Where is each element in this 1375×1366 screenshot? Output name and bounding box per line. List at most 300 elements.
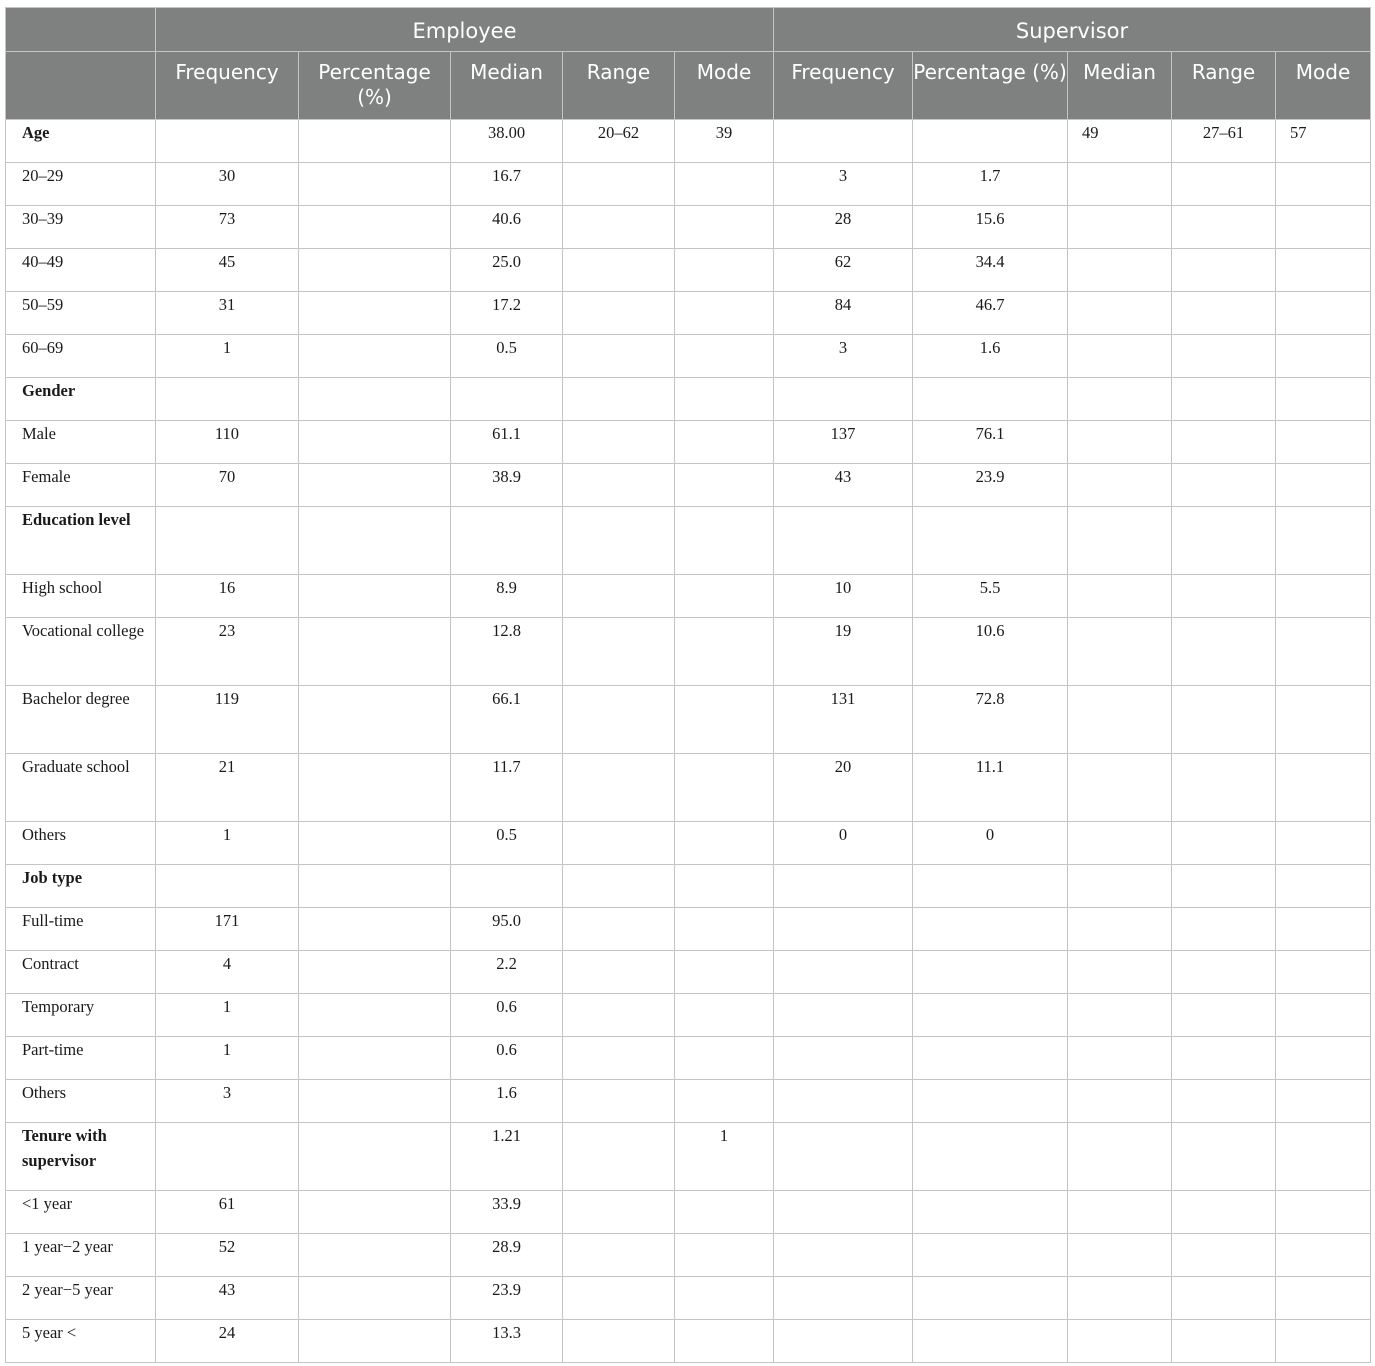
table-cell: [1172, 1234, 1276, 1277]
table-cell: [1172, 1123, 1276, 1191]
row-label: Female: [6, 464, 156, 507]
table-cell: [563, 163, 675, 206]
table-cell: [299, 865, 451, 908]
row-section-label: Education level: [6, 507, 156, 575]
table-cell: [675, 822, 774, 865]
table-cell: 33.9: [451, 1191, 563, 1234]
table-cell: [1276, 507, 1371, 575]
table-cell: [1172, 1037, 1276, 1080]
table-cell: 119: [156, 686, 299, 754]
table-cell: [675, 1234, 774, 1277]
table-cell: 11.1: [913, 754, 1068, 822]
table-cell: 8.9: [451, 575, 563, 618]
table-cell: [563, 1191, 675, 1234]
table-cell: [913, 951, 1068, 994]
table-cell: [913, 378, 1068, 421]
table-row: [6, 1320, 1371, 1363]
table-cell: [1068, 575, 1172, 618]
table-cell: [299, 1123, 451, 1191]
table-row: [6, 378, 1371, 421]
table-row: [6, 994, 1371, 1037]
table-cell: 0.6: [451, 1037, 563, 1080]
table-cell: 5.5: [913, 575, 1068, 618]
table-cell: [1172, 464, 1276, 507]
table-cell: [774, 378, 913, 421]
table-cell: [675, 1320, 774, 1363]
table-cell: 66.1: [451, 686, 563, 754]
header-group-row: [6, 8, 1371, 52]
table-cell: [675, 994, 774, 1037]
table-cell: [1068, 421, 1172, 464]
table-row: [6, 1123, 1371, 1191]
table-cell: [1276, 618, 1371, 686]
table-cell: [913, 865, 1068, 908]
table-cell: 2.2: [451, 951, 563, 994]
row-label: Vocational college: [6, 618, 156, 686]
table-cell: 19: [774, 618, 913, 686]
table-cell: [1276, 754, 1371, 822]
table-cell: [1276, 1080, 1371, 1123]
table-cell: [675, 249, 774, 292]
table-cell: [299, 908, 451, 951]
header-supervisor-mode: Mode: [1276, 52, 1371, 120]
table-cell: [563, 865, 675, 908]
table-cell: [1276, 292, 1371, 335]
table-cell: 110: [156, 421, 299, 464]
row-label: Full-time: [6, 908, 156, 951]
table-cell: [675, 464, 774, 507]
header-corner-cell: [6, 8, 156, 52]
table-cell: 12.8: [451, 618, 563, 686]
table-cell: [299, 1080, 451, 1123]
table-cell: 25.0: [451, 249, 563, 292]
row-section-label: Age: [6, 120, 156, 163]
table-cell: [774, 1191, 913, 1234]
table-cell: 84: [774, 292, 913, 335]
table-cell: 23.9: [451, 1277, 563, 1320]
table-row: [6, 822, 1371, 865]
table-cell: [1276, 865, 1371, 908]
table-cell: [675, 908, 774, 951]
header-supervisor-median: Median: [1068, 52, 1172, 120]
table-cell: [1068, 507, 1172, 575]
table-cell: [1068, 335, 1172, 378]
table-cell: [1276, 249, 1371, 292]
table-cell: [1276, 1320, 1371, 1363]
table-cell: [299, 206, 451, 249]
table-cell: [1068, 686, 1172, 754]
table-cell: [913, 1234, 1068, 1277]
table-cell: [299, 421, 451, 464]
table-cell: [299, 951, 451, 994]
table-cell: 0.5: [451, 822, 563, 865]
table-cell: 17.2: [451, 292, 563, 335]
table-cell: [563, 1123, 675, 1191]
table-cell: [563, 1320, 675, 1363]
table-cell: 1: [156, 994, 299, 1037]
table-cell: [563, 206, 675, 249]
table-cell: [563, 575, 675, 618]
table-cell: [563, 1277, 675, 1320]
table-cell: [1172, 335, 1276, 378]
table-cell: [1068, 1277, 1172, 1320]
table-cell: [1068, 1191, 1172, 1234]
table-cell: [563, 618, 675, 686]
table-cell: [1068, 822, 1172, 865]
table-cell: [563, 1080, 675, 1123]
table-row: [6, 163, 1371, 206]
table-cell: 1.21: [451, 1123, 563, 1191]
table-cell: [1276, 335, 1371, 378]
table-cell: 38.00: [451, 120, 563, 163]
row-label: Temporary: [6, 994, 156, 1037]
table-cell: 1: [156, 822, 299, 865]
table-cell: [913, 1080, 1068, 1123]
table-cell: [774, 507, 913, 575]
table-cell: 131: [774, 686, 913, 754]
table-cell: [1172, 908, 1276, 951]
table-cell: 31: [156, 292, 299, 335]
table-cell: [913, 1277, 1068, 1320]
header-employee-mode: Mode: [675, 52, 774, 120]
table-cell: 45: [156, 249, 299, 292]
table-cell: [913, 1123, 1068, 1191]
table-cell: 72.8: [913, 686, 1068, 754]
table-row: [6, 908, 1371, 951]
table-cell: 61.1: [451, 421, 563, 464]
header-group-employee: Employee: [156, 8, 774, 52]
table-cell: 28.9: [451, 1234, 563, 1277]
table-row: [6, 292, 1371, 335]
table-row: [6, 335, 1371, 378]
table-cell: [913, 994, 1068, 1037]
table-cell: [774, 1037, 913, 1080]
row-label: Contract: [6, 951, 156, 994]
table-cell: [1276, 1037, 1371, 1080]
header-supervisor-frequency: Frequency: [774, 52, 913, 120]
table-cell: 4: [156, 951, 299, 994]
table-cell: [1172, 163, 1276, 206]
table-cell: [774, 120, 913, 163]
table-cell: [1172, 575, 1276, 618]
table-cell: [1276, 464, 1371, 507]
table-cell: 3: [774, 163, 913, 206]
table-cell: [1276, 163, 1371, 206]
table-cell: [451, 378, 563, 421]
table-cell: [675, 754, 774, 822]
table-row: [6, 1277, 1371, 1320]
table-cell: [1172, 378, 1276, 421]
table-cell: 3: [774, 335, 913, 378]
table-row: [6, 1080, 1371, 1123]
table-cell: 171: [156, 908, 299, 951]
table-cell: [774, 1123, 913, 1191]
table-cell: 70: [156, 464, 299, 507]
table-cell: [1068, 1123, 1172, 1191]
table-cell: [563, 908, 675, 951]
header-employee-frequency: Frequency: [156, 52, 299, 120]
table-cell: [1172, 865, 1276, 908]
table-cell: [1068, 618, 1172, 686]
table-cell: [675, 335, 774, 378]
table-cell: [299, 249, 451, 292]
table-cell: [675, 507, 774, 575]
table-body: [6, 120, 1371, 1363]
table-cell: [1172, 292, 1276, 335]
table-cell: 16: [156, 575, 299, 618]
table-cell: 24: [156, 1320, 299, 1363]
table-cell: 40.6: [451, 206, 563, 249]
row-label: Others: [6, 1080, 156, 1123]
table-cell: 20–62: [563, 120, 675, 163]
table-cell: 11.7: [451, 754, 563, 822]
row-label: 40–49: [6, 249, 156, 292]
header-supervisor-percentage: Percentage (%): [913, 52, 1068, 120]
table-cell: [299, 1320, 451, 1363]
table-cell: 28: [774, 206, 913, 249]
table-cell: [675, 292, 774, 335]
table-row: [6, 951, 1371, 994]
table-cell: 20: [774, 754, 913, 822]
table-cell: 1.6: [451, 1080, 563, 1123]
table-cell: [1276, 1191, 1371, 1234]
table-cell: 43: [774, 464, 913, 507]
table-cell: [563, 335, 675, 378]
table-cell: 137: [774, 421, 913, 464]
table-cell: 49: [1068, 120, 1172, 163]
row-label: Graduate school: [6, 754, 156, 822]
table-cell: 0: [913, 822, 1068, 865]
table-cell: [1172, 206, 1276, 249]
table-cell: [774, 951, 913, 994]
table-cell: [1068, 994, 1172, 1037]
table-cell: [675, 865, 774, 908]
table-cell: [156, 865, 299, 908]
table-cell: [156, 1123, 299, 1191]
table-cell: 61: [156, 1191, 299, 1234]
table-cell: [675, 1037, 774, 1080]
table-cell: [563, 1234, 675, 1277]
table-cell: [1068, 1037, 1172, 1080]
table-cell: [563, 686, 675, 754]
table-cell: [299, 1191, 451, 1234]
table-cell: 46.7: [913, 292, 1068, 335]
table-cell: [913, 507, 1068, 575]
header-group-supervisor: Supervisor: [774, 8, 1371, 52]
row-label: High school: [6, 575, 156, 618]
header-employee-median: Median: [451, 52, 563, 120]
table-cell: [774, 865, 913, 908]
table-cell: [563, 951, 675, 994]
row-label: Others: [6, 822, 156, 865]
table-cell: [1172, 1080, 1276, 1123]
table-cell: [563, 822, 675, 865]
table-cell: [675, 1080, 774, 1123]
table-row: [6, 421, 1371, 464]
row-label: 30–39: [6, 206, 156, 249]
table-cell: [299, 1037, 451, 1080]
table-cell: 16.7: [451, 163, 563, 206]
table-cell: [675, 378, 774, 421]
table-cell: [156, 507, 299, 575]
table-cell: [1172, 1191, 1276, 1234]
table-cell: [1172, 618, 1276, 686]
table-cell: [563, 292, 675, 335]
row-label: Part-time: [6, 1037, 156, 1080]
table-cell: [563, 421, 675, 464]
table-cell: [774, 1234, 913, 1277]
table-cell: [675, 421, 774, 464]
table-cell: 23.9: [913, 464, 1068, 507]
table-cell: [1172, 754, 1276, 822]
table-cell: [299, 822, 451, 865]
table-cell: [1172, 686, 1276, 754]
table-cell: [1276, 908, 1371, 951]
table-cell: [1172, 507, 1276, 575]
table-cell: [675, 686, 774, 754]
row-label: Bachelor degree: [6, 686, 156, 754]
table-cell: [1276, 206, 1371, 249]
table-cell: [1068, 249, 1172, 292]
table-cell: 57: [1276, 120, 1371, 163]
table-row: [6, 249, 1371, 292]
table-cell: [299, 618, 451, 686]
table-cell: [913, 1191, 1068, 1234]
table-cell: [1276, 575, 1371, 618]
table-cell: [299, 163, 451, 206]
table-cell: [1276, 1123, 1371, 1191]
table-cell: [299, 378, 451, 421]
table-cell: 0.6: [451, 994, 563, 1037]
row-label: 2 year−5 year: [6, 1277, 156, 1320]
table-cell: 95.0: [451, 908, 563, 951]
header-employee-range: Range: [563, 52, 675, 120]
table-cell: [299, 292, 451, 335]
table-cell: [299, 575, 451, 618]
table-cell: 10.6: [913, 618, 1068, 686]
table-cell: [299, 1234, 451, 1277]
row-label: Male: [6, 421, 156, 464]
table-cell: 0.5: [451, 335, 563, 378]
table-cell: [1276, 686, 1371, 754]
table-cell: [675, 206, 774, 249]
table-cell: [1276, 378, 1371, 421]
table-cell: [299, 335, 451, 378]
table-row: [6, 1191, 1371, 1234]
table-row: [6, 507, 1371, 575]
table-cell: 3: [156, 1080, 299, 1123]
table-cell: [774, 1320, 913, 1363]
table-cell: 38.9: [451, 464, 563, 507]
table-cell: 21: [156, 754, 299, 822]
row-section-label: Job type: [6, 865, 156, 908]
table-cell: [299, 507, 451, 575]
table-cell: 10: [774, 575, 913, 618]
table-cell: [675, 575, 774, 618]
table-cell: [1068, 865, 1172, 908]
table-cell: 13.3: [451, 1320, 563, 1363]
row-label: 60–69: [6, 335, 156, 378]
table-cell: [451, 865, 563, 908]
table-cell: [563, 507, 675, 575]
table-cell: 1.6: [913, 335, 1068, 378]
table-row: [6, 1234, 1371, 1277]
table-cell: [563, 378, 675, 421]
table-cell: [563, 464, 675, 507]
table-cell: [1068, 464, 1172, 507]
table-cell: [913, 1320, 1068, 1363]
table-cell: [1276, 822, 1371, 865]
table-cell: [299, 120, 451, 163]
table-cell: 1.7: [913, 163, 1068, 206]
table-cell: [1068, 1320, 1172, 1363]
table-cell: 30: [156, 163, 299, 206]
table-cell: [675, 1277, 774, 1320]
table-row: [6, 686, 1371, 754]
table-cell: [1068, 206, 1172, 249]
table-cell: 34.4: [913, 249, 1068, 292]
table-cell: 1: [156, 1037, 299, 1080]
row-section-label: Gender: [6, 378, 156, 421]
table-cell: [299, 1277, 451, 1320]
row-label: 5 year <: [6, 1320, 156, 1363]
table-cell: [563, 994, 675, 1037]
table-row: [6, 464, 1371, 507]
table-cell: [1276, 1277, 1371, 1320]
table-cell: [1172, 421, 1276, 464]
table-row: [6, 865, 1371, 908]
table-row: [6, 618, 1371, 686]
table-cell: 52: [156, 1234, 299, 1277]
header-column-row: [6, 52, 1371, 120]
table-cell: 0: [774, 822, 913, 865]
table-cell: [563, 754, 675, 822]
table-row: [6, 754, 1371, 822]
table-cell: [299, 464, 451, 507]
table-cell: [1068, 378, 1172, 421]
row-label: 1 year−2 year: [6, 1234, 156, 1277]
table-cell: [675, 1191, 774, 1234]
table-cell: 62: [774, 249, 913, 292]
demographics-table: [5, 7, 1371, 1363]
table-cell: [1068, 951, 1172, 994]
table-cell: [1068, 163, 1172, 206]
table-cell: [675, 163, 774, 206]
table-cell: [1068, 1234, 1172, 1277]
table-cell: 1: [156, 335, 299, 378]
table-cell: [563, 249, 675, 292]
table-cell: [774, 1080, 913, 1123]
table-cell: [299, 994, 451, 1037]
table-cell: 73: [156, 206, 299, 249]
row-label: 20–29: [6, 163, 156, 206]
table-row: [6, 120, 1371, 163]
table-cell: [675, 618, 774, 686]
table-cell: [913, 908, 1068, 951]
row-label: <1 year: [6, 1191, 156, 1234]
table-row: [6, 206, 1371, 249]
table-cell: [1172, 1320, 1276, 1363]
table-cell: [913, 120, 1068, 163]
table-cell: 1: [675, 1123, 774, 1191]
table-cell: [1068, 1080, 1172, 1123]
table-cell: [675, 951, 774, 994]
table-cell: [1276, 1234, 1371, 1277]
table-cell: 27–61: [1172, 120, 1276, 163]
table-cell: 43: [156, 1277, 299, 1320]
table-cell: [563, 1037, 675, 1080]
table-cell: [774, 994, 913, 1037]
